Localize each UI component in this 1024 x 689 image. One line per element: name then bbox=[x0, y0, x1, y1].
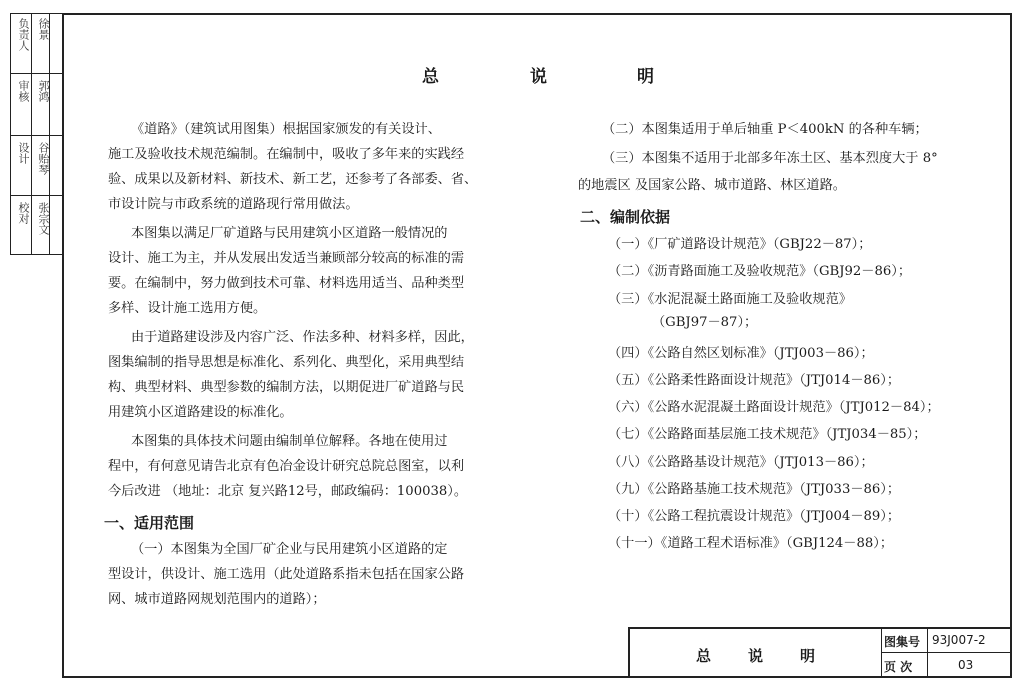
para-line: 由于道路建设涉及内容广泛、作法多种、材料多样，因此， bbox=[131, 330, 474, 345]
section-heading: 二、编制依据 bbox=[580, 208, 671, 226]
stamp-name: 徐景 bbox=[37, 18, 50, 40]
reference-item: （六）《公路水泥混凝土路面设计规范》（JTJ012－84）； bbox=[608, 400, 940, 415]
para-line: 本图集以满足厂矿道路与民用建筑小区道路一般情况的 bbox=[131, 226, 448, 241]
para-line: 《道路》（建筑试用图集）根据国家颁发的有关设计、 bbox=[131, 122, 441, 137]
reference-item: （九）《公路路基施工技术规范》（JTJ033－86）； bbox=[608, 482, 901, 497]
section-heading: 一、适用范围 bbox=[104, 514, 195, 532]
stamp-row bbox=[11, 196, 62, 255]
atlas-no-label: 图集号 bbox=[882, 629, 928, 653]
approval-stamp bbox=[10, 13, 62, 255]
stamp-name: 郭鸿 bbox=[37, 80, 50, 102]
page-no-value: 03 bbox=[958, 658, 974, 672]
reference-item: （一）《厂矿道路设计规范》（GBJ22－87）； bbox=[608, 237, 872, 252]
title-block bbox=[628, 627, 1012, 678]
para-line: 的地震区 及国家公路、城市道路、林区道路。 bbox=[578, 178, 846, 193]
stamp-name: 谷贻琴 bbox=[37, 142, 50, 175]
para-line: 市设计院与市政系统的道路现行常用做法。 bbox=[108, 197, 359, 212]
para-line: 型设计，供设计、施工选用（此处道路系指未包括在国家公路 bbox=[108, 567, 465, 582]
para-line: （二）本图集适用于单后轴重 P＜400kN 的各种车辆； bbox=[602, 122, 928, 137]
stamp-role: 设计 bbox=[17, 142, 30, 164]
reference-item: （三）《水泥混凝土路面施工及验收规范》 bbox=[608, 292, 852, 307]
stamp-role: 校对 bbox=[17, 202, 30, 224]
reference-item: （七）《公路路面基层施工技术规范》（JTJ034－85）； bbox=[608, 427, 927, 442]
title-block-name-cell bbox=[630, 629, 882, 678]
reference-item: （四）《公路自然区划标准》（JTJ003－86）； bbox=[608, 346, 874, 361]
page-title-char: 说 bbox=[530, 67, 547, 87]
para-line: 验、成果以及新材料、新技术、新工艺，还参考了各部委、省、 bbox=[108, 172, 478, 187]
page-title-char: 总 bbox=[422, 67, 439, 87]
reference-item: （二）《沥青路面施工及验收规范》（GBJ92－86）； bbox=[608, 264, 912, 279]
page-no-label: 页 次 bbox=[882, 653, 928, 678]
para-line: 本图集的具体技术问题由编制单位解释。各地在使用过 bbox=[131, 434, 448, 449]
stamp-divider bbox=[31, 14, 32, 254]
para-line: 施工及验收技术规范编制。在编制中，吸收了多年来的实践经 bbox=[108, 147, 465, 162]
stamp-row bbox=[11, 14, 62, 74]
stamp-name: 张宗文 bbox=[37, 202, 50, 235]
reference-item: （GBJ97－87）； bbox=[652, 315, 758, 330]
reference-item: （十）《公路工程抗震设计规范》（JTJ004－89）； bbox=[608, 509, 901, 524]
title-block-name-char: 明 bbox=[800, 647, 816, 665]
para-line: 多样、设计施工选用方便。 bbox=[108, 301, 267, 316]
stamp-role: 审核 bbox=[17, 80, 30, 102]
title-block-name-char: 说 bbox=[748, 647, 764, 665]
stamp-role: 负责人 bbox=[17, 18, 30, 51]
page-title-char: 明 bbox=[637, 67, 654, 87]
para-line: 要。在编制中，努力做到技术可靠、材料选用适当、品种类型 bbox=[108, 276, 465, 291]
para-line: （一）本图集为全国厂矿企业与民用建筑小区道路的定 bbox=[131, 542, 448, 557]
para-line: 图集编制的指导思想是标准化、系列化、典型化，采用典型结 bbox=[108, 355, 465, 370]
para-line: 构、典型材料、典型参数的编制方法，以期促进厂矿道路与民 bbox=[108, 380, 465, 395]
stamp-divider bbox=[49, 14, 50, 254]
reference-item: （十一）《道路工程术语标准》（GBJ124－88）； bbox=[608, 536, 894, 551]
para-line: 今后改进 （地址：北京 复兴路12号，邮政编码：100038）。 bbox=[108, 484, 468, 499]
reference-item: （五）《公路柔性路面设计规范》（JTJ014－86）； bbox=[608, 373, 901, 388]
para-line: 用建筑小区道路建设的标准化。 bbox=[108, 405, 293, 420]
reference-item: （八）《公路路基设计规范》（JTJ013－86）； bbox=[608, 455, 874, 470]
atlas-no-value: 93J007-2 bbox=[928, 629, 1012, 653]
title-block-name-char: 总 bbox=[696, 647, 712, 665]
para-line: 程中，有何意见请告北京有色冶金设计研究总院总图室，以利 bbox=[108, 459, 465, 474]
stamp-row bbox=[11, 136, 62, 196]
stamp-row bbox=[11, 74, 62, 136]
para-line: （三）本图集不适用于北部多年冻土区、基本烈度大于 8° bbox=[602, 151, 938, 166]
para-line: 设计、施工为主，并从发展出发适当兼顾部分较高的标准的需 bbox=[108, 251, 465, 266]
para-line: 网、城市道路网规划范围内的道路）； bbox=[108, 592, 326, 607]
